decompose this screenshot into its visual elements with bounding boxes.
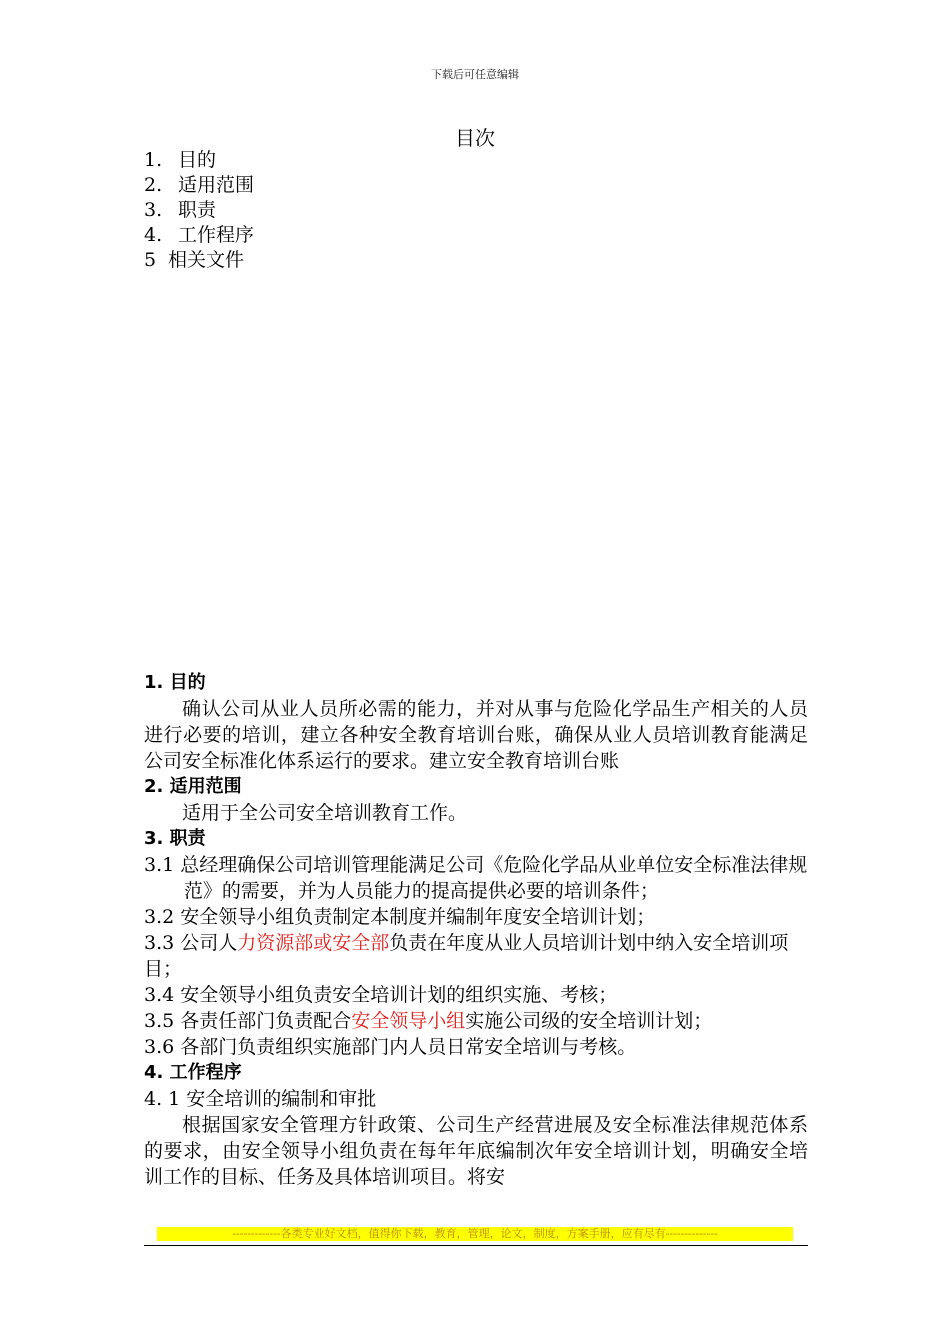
section-text-procedure: 根据国家安全管理方针政策、公司生产经营进展及安全标准法律规范体系的要求，由安全领导小组负责在每年年底编制次年安全培训计划，明确安全培训工作的目标、任务及具体培训项目。将安 xyxy=(144,1114,808,1188)
toc-item-label: 适用范围 xyxy=(178,174,255,196)
header-note: 下载后可任意编辑 xyxy=(431,68,519,81)
toc-item-number: 5 xyxy=(144,249,157,271)
section-heading-procedure: 4. 工作程序 xyxy=(144,1062,242,1083)
responsibility-item xyxy=(144,1008,808,1034)
responsibility-text: 3.3 公司人 xyxy=(144,932,238,954)
responsibility-text: 3.5 各责任部门负责配合 xyxy=(144,1010,352,1032)
toc-item xyxy=(144,198,254,223)
footer-banner: -------------各类专业好文档，值得你下载，教育，管理，论文，制度，方案手册，应有尽有-------------- xyxy=(157,1227,793,1241)
responsibility-item: 3.2 安全领导小组负责制定本制度并编制年度安全培训计划； xyxy=(144,906,656,928)
subsection-heading: 4. 1 安全培训的编制和审批 xyxy=(144,1088,377,1110)
highlighted-text: 力资源部或安全部 xyxy=(237,932,390,954)
toc-item-number: 2. xyxy=(144,174,163,196)
toc-item-label: 相关文件 xyxy=(168,249,245,271)
toc-item xyxy=(144,248,254,273)
toc-item xyxy=(144,148,254,173)
toc-item xyxy=(144,173,254,198)
section-text-purpose: 确认公司从业人员所必需的能力，并对从事与危险化学品生产相关的人员进行必要的培训，建立各种安全教育培训台账，确保从业人员培训教育能满足公司安全标准化体系运行的要求。建立安全教育培训台账 xyxy=(144,698,808,772)
responsibility-item: 3.4 安全领导小组负责安全培训计划的组织实施、考核； xyxy=(144,984,618,1006)
table-of-contents xyxy=(144,148,254,273)
section-text-scope: 适用于全公司安全培训教育工作。 xyxy=(182,802,468,824)
toc-item-label: 职责 xyxy=(178,199,217,221)
responsibility-text: 负责在年度从业人员培训计划中纳入安全培训项目； xyxy=(144,932,789,980)
toc-item xyxy=(144,223,254,248)
responsibility-item xyxy=(144,930,808,982)
responsibility-item: 3.6 各部门负责组织实施部门内人员日常安全培训与考核。 xyxy=(144,1036,637,1058)
document-body xyxy=(144,670,808,1190)
toc-item-label: 目的 xyxy=(178,149,217,171)
footer-divider xyxy=(144,1245,808,1246)
toc-item-number: 4. xyxy=(144,224,163,246)
section-heading-scope: 2. 适用范围 xyxy=(144,776,242,797)
section-heading-purpose: 1. 目的 xyxy=(144,672,206,693)
toc-item-label: 工作程序 xyxy=(178,224,255,246)
toc-item-number: 3. xyxy=(144,199,163,221)
toc-item-number: 1. xyxy=(144,149,163,171)
responsibility-text: 实施公司级的安全培训计划； xyxy=(465,1010,713,1032)
highlighted-text: 安全领导小组 xyxy=(351,1010,466,1032)
section-heading-responsibilities: 3. 职责 xyxy=(144,828,206,849)
responsibility-item: 3.1 总经理确保公司培训管理能满足公司《危险化学品从业单位安全标准法律规范》的需要，并为人员能力的提高提供必要的培训条件； xyxy=(144,854,808,902)
toc-title: 目次 xyxy=(455,126,495,150)
